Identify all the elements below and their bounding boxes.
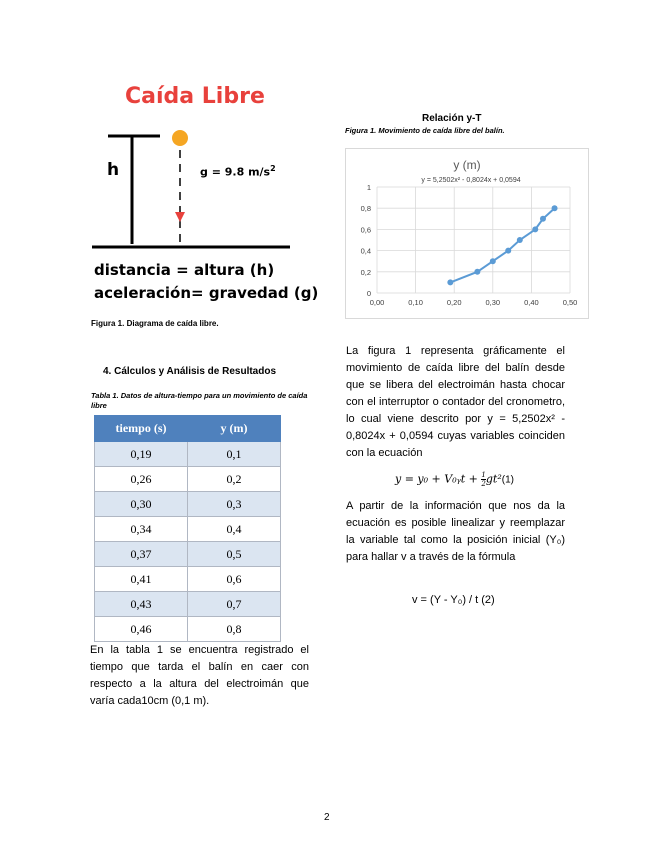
y-tick-label: 0 bbox=[366, 289, 371, 298]
table-row: 0,34 0,4 bbox=[95, 517, 281, 542]
table-row: 0,43 0,7 bbox=[95, 592, 281, 617]
series-line bbox=[450, 208, 554, 282]
x-tick-label: 0,20 bbox=[446, 298, 462, 307]
y-tick-label: 0,6 bbox=[360, 225, 371, 235]
x-tick-label: 0,10 bbox=[408, 298, 423, 307]
ball-icon bbox=[172, 130, 188, 146]
data-point bbox=[490, 258, 496, 264]
y-tick-label: 0,2 bbox=[360, 267, 371, 277]
table-header-y: y (m) bbox=[188, 416, 281, 442]
table-row: 0,37 0,5 bbox=[95, 542, 281, 567]
table-header-time: tiempo (s) bbox=[95, 416, 188, 442]
trendline-label: y = 5,2502x² - 0,8024x + 0,0594 bbox=[421, 177, 521, 184]
diagram-line-2: aceleración= gravedad (g) bbox=[94, 284, 319, 302]
table-row: 0,26 0,2 bbox=[95, 467, 281, 492]
x-tick-label: 0,50 bbox=[562, 298, 578, 307]
page-number: 2 bbox=[324, 812, 330, 823]
right-paragraph-2: A partir de la información que nos da la ecuación es posible linealizar y reemplazar la variable tal como la posición inicial (Y₀) para hallar v a través de la fórmula bbox=[346, 500, 565, 563]
relation-title: Relación y-T bbox=[422, 113, 482, 124]
y-tick-label: 0,8 bbox=[360, 204, 371, 214]
arrow-down-icon bbox=[175, 212, 185, 222]
diagram-line-1: distancia = altura (h) bbox=[94, 261, 275, 279]
table-row: 0,41 0,6 bbox=[95, 567, 281, 592]
y-tick-label: 0,4 bbox=[360, 246, 371, 256]
x-tick-label: 0,30 bbox=[485, 298, 501, 307]
data-point bbox=[532, 226, 538, 232]
table-row: 0,46 0,8 bbox=[95, 617, 281, 642]
gravity-label: g = 9.8 $m/s^2$ bbox=[200, 164, 276, 179]
data-point bbox=[540, 216, 546, 222]
diagram-caption: Figura 1. Diagrama de caída libre. bbox=[91, 319, 219, 328]
y-vs-t-chart bbox=[346, 149, 588, 318]
x-tick-label: 0,00 bbox=[369, 298, 385, 307]
table-caption: Tabla 1. Datos de altura-tiempo para un movimiento de caída libre bbox=[91, 391, 308, 410]
section-heading: 4. Cálculos y Análisis de Resultados bbox=[103, 366, 277, 377]
data-point bbox=[447, 279, 453, 285]
right-paragraph-1: La figura 1 representa gráficamente el movimiento de caída libre del balín desde que se libera del electroimán hasta chocar con el interruptor o contador del cronometro, lo cual viene descrito por y = 5,2502x² - 0,8024x + 0,0594 cuyas variables coinciden con la ecuación bbox=[346, 345, 565, 459]
left-paragraph: En la tabla 1 se encuentra registrado el tiempo que tarda el balín en caer con respecto a la altura del electroimán que varía cada10cm (0,1 m). bbox=[90, 644, 309, 707]
x-tick-label: 0,40 bbox=[524, 298, 539, 307]
data-point bbox=[505, 248, 511, 254]
table-row: 0,30 0,3 bbox=[95, 492, 281, 517]
data-table bbox=[94, 415, 281, 642]
chart-container bbox=[345, 148, 589, 319]
table-row: 0,19 0,1 bbox=[95, 442, 281, 467]
diagram-title: Caída Libre bbox=[125, 84, 265, 109]
equation-2: v = (Y - Y₀) / t (2) bbox=[412, 594, 495, 606]
figure-caption: Figura 1. Movimiento de caída libre del balín. bbox=[345, 126, 505, 135]
h-label: h bbox=[107, 160, 120, 180]
data-point bbox=[517, 237, 523, 243]
data-point bbox=[552, 205, 558, 211]
data-point bbox=[474, 269, 480, 275]
free-fall-diagram bbox=[92, 118, 292, 258]
y-tick-label: 1 bbox=[366, 183, 371, 192]
equation-1: y = y₀ + V₀ᵧt + $\frac{1}{2}$ gt²(1) bbox=[395, 471, 514, 488]
chart-title: y (m) bbox=[453, 158, 481, 172]
